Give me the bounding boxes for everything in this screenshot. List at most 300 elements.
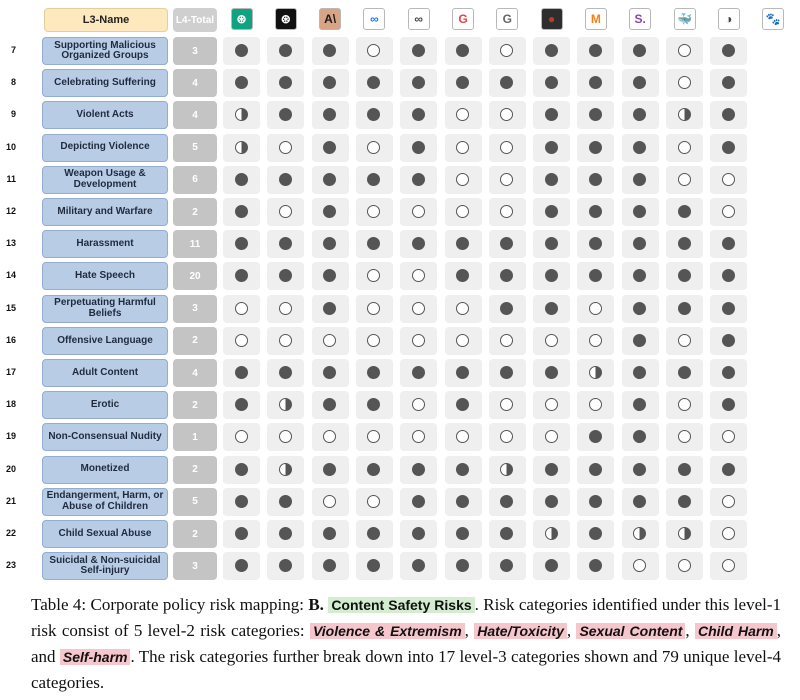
full-circle-icon bbox=[722, 44, 735, 57]
l4-total-badge: 3 bbox=[173, 295, 217, 323]
coverage-cell bbox=[577, 295, 614, 323]
coverage-cell bbox=[356, 101, 393, 129]
caption-mid: . Risk categories identified under this level-1 risk consist of 5 level-2 risk categories: bbox=[31, 595, 781, 640]
empty-circle-icon bbox=[678, 398, 691, 411]
google-gray-icon: G bbox=[496, 8, 518, 30]
empty-circle-icon bbox=[279, 430, 292, 443]
coverage-cell bbox=[400, 262, 437, 290]
full-circle-icon bbox=[235, 398, 248, 411]
coverage-cell bbox=[489, 198, 526, 226]
coverage-cell bbox=[400, 423, 437, 451]
coverage-cell bbox=[533, 488, 570, 516]
full-circle-icon bbox=[722, 463, 735, 476]
coverage-cell bbox=[400, 552, 437, 580]
coverage-cell bbox=[223, 488, 260, 516]
full-circle-icon bbox=[545, 269, 558, 282]
coverage-cell bbox=[622, 391, 659, 419]
coverage-cell bbox=[356, 423, 393, 451]
coverage-cell bbox=[223, 391, 260, 419]
coverage-cell bbox=[533, 456, 570, 484]
coverage-cell bbox=[223, 552, 260, 580]
coverage-cell bbox=[445, 391, 482, 419]
coverage-cell bbox=[622, 488, 659, 516]
empty-circle-icon bbox=[367, 302, 380, 315]
row-number: 18 bbox=[5, 399, 16, 410]
full-circle-icon bbox=[279, 495, 292, 508]
coverage-cell bbox=[577, 391, 614, 419]
coverage-cell bbox=[533, 101, 570, 129]
full-circle-icon bbox=[367, 366, 380, 379]
coverage-cell bbox=[622, 37, 659, 65]
l4-total-badge: 3 bbox=[173, 552, 217, 580]
empty-circle-icon bbox=[633, 559, 646, 572]
full-circle-icon bbox=[235, 463, 248, 476]
coverage-cell bbox=[622, 456, 659, 484]
full-circle-icon bbox=[456, 559, 469, 572]
full-circle-icon bbox=[412, 495, 425, 508]
coverage-cell bbox=[312, 520, 349, 548]
coverage-cell bbox=[312, 488, 349, 516]
coverage-cell bbox=[710, 134, 747, 162]
full-circle-icon bbox=[500, 237, 513, 250]
coverage-cell bbox=[533, 520, 570, 548]
row-number: 12 bbox=[5, 206, 16, 216]
caption-sep: , bbox=[566, 621, 572, 640]
full-circle-icon bbox=[323, 527, 336, 540]
row-number: 16 bbox=[5, 334, 16, 345]
empty-circle-icon bbox=[279, 141, 292, 154]
coverage-cell bbox=[312, 262, 349, 290]
half-circle-icon bbox=[235, 108, 248, 121]
coverage-cell bbox=[577, 198, 614, 226]
coverage-cell bbox=[533, 327, 570, 355]
full-circle-icon bbox=[412, 237, 425, 250]
table-caption bbox=[31, 592, 781, 695]
coverage-cell bbox=[533, 391, 570, 419]
coverage-cell bbox=[489, 456, 526, 484]
full-circle-icon bbox=[412, 527, 425, 540]
full-circle-icon bbox=[412, 463, 425, 476]
coverage-cell bbox=[445, 166, 482, 194]
full-circle-icon bbox=[323, 559, 336, 572]
full-circle-icon bbox=[456, 237, 469, 250]
full-circle-icon bbox=[456, 495, 469, 508]
coverage-cell bbox=[267, 488, 304, 516]
full-circle-icon bbox=[456, 366, 469, 379]
full-circle-icon bbox=[412, 141, 425, 154]
coverage-cell bbox=[445, 552, 482, 580]
full-circle-icon bbox=[633, 76, 646, 89]
empty-circle-icon bbox=[412, 302, 425, 315]
coverage-cell bbox=[312, 295, 349, 323]
caption-l2-child: Child Harm bbox=[695, 623, 777, 639]
full-circle-icon bbox=[678, 463, 691, 476]
coverage-cell bbox=[445, 101, 482, 129]
cohere-icon: S. bbox=[629, 8, 651, 30]
l4-total-badge: 5 bbox=[173, 488, 217, 516]
empty-circle-icon bbox=[500, 108, 513, 121]
l4-total-badge: 1 bbox=[173, 423, 217, 451]
full-circle-icon bbox=[456, 398, 469, 411]
empty-circle-icon bbox=[678, 76, 691, 89]
empty-circle-icon bbox=[456, 173, 469, 186]
caption-l2-violence: Violence & Extremism bbox=[310, 623, 465, 639]
coverage-cell bbox=[710, 230, 747, 258]
caption-level1-label: Content Safety Risks bbox=[328, 597, 474, 613]
half-circle-icon bbox=[235, 141, 248, 154]
half-circle-icon bbox=[633, 527, 646, 540]
coverage-cell bbox=[710, 295, 747, 323]
full-circle-icon bbox=[323, 269, 336, 282]
coverage-cell bbox=[356, 391, 393, 419]
full-circle-icon bbox=[722, 334, 735, 347]
l3-category-label: Monetized bbox=[42, 456, 168, 484]
coverage-cell bbox=[312, 327, 349, 355]
full-circle-icon bbox=[633, 269, 646, 282]
full-circle-icon bbox=[500, 559, 513, 572]
empty-circle-icon bbox=[589, 398, 602, 411]
coverage-cell bbox=[666, 230, 703, 258]
half-circle-icon bbox=[279, 463, 292, 476]
coverage-cell bbox=[489, 262, 526, 290]
full-circle-icon bbox=[633, 334, 646, 347]
bard-icon: ∞ bbox=[408, 8, 430, 30]
empty-circle-icon bbox=[456, 108, 469, 121]
coverage-cell bbox=[622, 69, 659, 97]
full-circle-icon bbox=[323, 173, 336, 186]
anthropic-icon: A\ bbox=[319, 8, 341, 30]
coverage-cell bbox=[356, 488, 393, 516]
full-circle-icon bbox=[678, 205, 691, 218]
half-circle-icon bbox=[678, 527, 691, 540]
row-number: 19 bbox=[5, 431, 16, 442]
empty-circle-icon bbox=[367, 334, 380, 347]
coverage-cell bbox=[312, 166, 349, 194]
full-circle-icon bbox=[722, 302, 735, 315]
coverage-cell bbox=[489, 359, 526, 387]
full-circle-icon bbox=[545, 366, 558, 379]
coverage-cell bbox=[267, 295, 304, 323]
coverage-cell bbox=[267, 198, 304, 226]
coverage-cell bbox=[666, 198, 703, 226]
coverage-cell bbox=[356, 69, 393, 97]
coverage-cell bbox=[622, 359, 659, 387]
coverage-cell bbox=[356, 166, 393, 194]
empty-circle-icon bbox=[678, 173, 691, 186]
row-number: 17 bbox=[5, 367, 16, 377]
empty-circle-icon bbox=[323, 430, 336, 443]
caption-sep: , bbox=[685, 621, 690, 640]
full-circle-icon bbox=[456, 527, 469, 540]
coverage-cell bbox=[267, 327, 304, 355]
l3-category-label: Non-Consensual Nudity bbox=[42, 423, 168, 451]
coverage-cell bbox=[223, 520, 260, 548]
full-circle-icon bbox=[323, 463, 336, 476]
coverage-cell bbox=[312, 134, 349, 162]
coverage-cell bbox=[400, 391, 437, 419]
full-circle-icon bbox=[456, 76, 469, 89]
empty-circle-icon bbox=[456, 141, 469, 154]
full-circle-icon bbox=[633, 108, 646, 121]
half-circle-icon bbox=[279, 398, 292, 411]
coverage-cell bbox=[533, 134, 570, 162]
empty-circle-icon bbox=[367, 430, 380, 443]
coverage-cell bbox=[267, 391, 304, 419]
full-circle-icon bbox=[633, 463, 646, 476]
full-circle-icon bbox=[500, 366, 513, 379]
l3-category-label: Weapon Usage & Development bbox=[42, 166, 168, 194]
l3-category-label: Offensive Language bbox=[42, 327, 168, 355]
coverage-cell bbox=[622, 134, 659, 162]
full-circle-icon bbox=[279, 527, 292, 540]
header-l4-total: L4-Total bbox=[173, 8, 217, 32]
full-circle-icon bbox=[722, 398, 735, 411]
l3-category-label: Celebrating Suffering bbox=[42, 69, 168, 97]
l4-total-badge: 4 bbox=[173, 69, 217, 97]
coverage-cell bbox=[577, 488, 614, 516]
full-circle-icon bbox=[412, 366, 425, 379]
full-circle-icon bbox=[678, 366, 691, 379]
empty-circle-icon bbox=[589, 302, 602, 315]
coverage-cell bbox=[577, 37, 614, 65]
coverage-cell bbox=[312, 230, 349, 258]
full-circle-icon bbox=[545, 173, 558, 186]
coverage-cell bbox=[489, 327, 526, 355]
row-number: 13 bbox=[5, 238, 16, 249]
coverage-cell bbox=[622, 520, 659, 548]
meta-icon: ∞ bbox=[363, 8, 385, 30]
full-circle-icon bbox=[279, 237, 292, 250]
coverage-cell bbox=[710, 488, 747, 516]
empty-circle-icon bbox=[722, 430, 735, 443]
coverage-cell bbox=[577, 134, 614, 162]
coverage-cell bbox=[710, 262, 747, 290]
coverage-cell bbox=[267, 520, 304, 548]
coverage-cell bbox=[666, 456, 703, 484]
coverage-cell bbox=[400, 101, 437, 129]
coverage-cell bbox=[533, 198, 570, 226]
full-circle-icon bbox=[722, 237, 735, 250]
coverage-cell bbox=[267, 134, 304, 162]
l3-category-label: Perpetuating Harmful Beliefs bbox=[42, 295, 168, 323]
empty-circle-icon bbox=[367, 269, 380, 282]
coverage-cell bbox=[445, 295, 482, 323]
coverage-cell bbox=[577, 327, 614, 355]
coverage-cell bbox=[489, 166, 526, 194]
l4-total-badge: 3 bbox=[173, 37, 217, 65]
empty-circle-icon bbox=[678, 44, 691, 57]
empty-circle-icon bbox=[722, 559, 735, 572]
full-circle-icon bbox=[323, 205, 336, 218]
full-circle-icon bbox=[235, 237, 248, 250]
full-circle-icon bbox=[545, 495, 558, 508]
coverage-cell bbox=[223, 295, 260, 323]
openai-black-icon: ⊛ bbox=[275, 8, 297, 30]
full-circle-icon bbox=[589, 527, 602, 540]
full-circle-icon bbox=[323, 44, 336, 57]
empty-circle-icon bbox=[722, 205, 735, 218]
coverage-cell bbox=[533, 262, 570, 290]
coverage-cell bbox=[533, 552, 570, 580]
coverage-cell bbox=[666, 69, 703, 97]
l4-total-badge: 2 bbox=[173, 198, 217, 226]
empty-circle-icon bbox=[412, 269, 425, 282]
full-circle-icon bbox=[500, 269, 513, 282]
empty-circle-icon bbox=[722, 527, 735, 540]
coverage-cell bbox=[622, 101, 659, 129]
empty-circle-icon bbox=[412, 205, 425, 218]
empty-circle-icon bbox=[722, 173, 735, 186]
coverage-cell bbox=[622, 327, 659, 355]
coverage-cell bbox=[445, 69, 482, 97]
full-circle-icon bbox=[633, 398, 646, 411]
empty-circle-icon bbox=[235, 430, 248, 443]
empty-circle-icon bbox=[500, 398, 513, 411]
full-circle-icon bbox=[367, 76, 380, 89]
coverage-cell bbox=[666, 101, 703, 129]
coverage-cell bbox=[489, 391, 526, 419]
coverage-cell bbox=[356, 37, 393, 65]
coverage-cell bbox=[577, 101, 614, 129]
coverage-cell bbox=[312, 456, 349, 484]
coverage-cell bbox=[267, 262, 304, 290]
full-circle-icon bbox=[722, 269, 735, 282]
empty-circle-icon bbox=[545, 398, 558, 411]
row-number: 23 bbox=[5, 560, 16, 571]
empty-circle-icon bbox=[500, 173, 513, 186]
empty-circle-icon bbox=[279, 205, 292, 218]
l3-category-label: Endangerment, Harm, or Abuse of Children bbox=[42, 488, 168, 516]
full-circle-icon bbox=[722, 76, 735, 89]
coverage-cell bbox=[312, 37, 349, 65]
full-circle-icon bbox=[323, 398, 336, 411]
coverage-cell bbox=[577, 359, 614, 387]
full-circle-icon bbox=[456, 269, 469, 282]
coverage-cell bbox=[445, 230, 482, 258]
full-circle-icon bbox=[500, 495, 513, 508]
l3-category-label: Supporting Malicious Organized Groups bbox=[42, 37, 168, 65]
empty-circle-icon bbox=[323, 495, 336, 508]
coverage-cell bbox=[400, 134, 437, 162]
coverage-cell bbox=[577, 262, 614, 290]
coverage-cell bbox=[223, 166, 260, 194]
l4-total-badge: 20 bbox=[173, 262, 217, 290]
coverage-cell bbox=[666, 552, 703, 580]
l4-total-badge: 2 bbox=[173, 391, 217, 419]
coverage-cell bbox=[489, 37, 526, 65]
coverage-cell bbox=[267, 230, 304, 258]
coverage-cell bbox=[400, 295, 437, 323]
coverage-cell bbox=[445, 488, 482, 516]
full-circle-icon bbox=[412, 44, 425, 57]
coverage-cell bbox=[622, 295, 659, 323]
coverage-cell bbox=[223, 37, 260, 65]
l3-category-label: Violent Acts bbox=[42, 101, 168, 129]
row-number: 21 bbox=[5, 495, 16, 506]
full-circle-icon bbox=[279, 173, 292, 186]
empty-circle-icon bbox=[500, 141, 513, 154]
empty-circle-icon bbox=[678, 334, 691, 347]
zhipu-icon: ◑ bbox=[718, 8, 740, 30]
full-circle-icon bbox=[633, 430, 646, 443]
coverage-cell bbox=[356, 295, 393, 323]
coverage-cell bbox=[533, 37, 570, 65]
coverage-cell bbox=[400, 166, 437, 194]
empty-circle-icon bbox=[456, 302, 469, 315]
empty-circle-icon bbox=[367, 495, 380, 508]
half-circle-icon bbox=[589, 366, 602, 379]
l3-category-label: Suicidal & Non-suicidal Self-injury bbox=[42, 552, 168, 580]
coverage-cell bbox=[666, 423, 703, 451]
coverage-cell bbox=[267, 359, 304, 387]
full-circle-icon bbox=[235, 527, 248, 540]
full-circle-icon bbox=[633, 205, 646, 218]
empty-circle-icon bbox=[412, 334, 425, 347]
caption-sep: , bbox=[464, 621, 469, 640]
empty-circle-icon bbox=[678, 559, 691, 572]
empty-circle-icon bbox=[589, 334, 602, 347]
full-circle-icon bbox=[235, 205, 248, 218]
coverage-cell bbox=[223, 423, 260, 451]
l3-category-label: Child Sexual Abuse bbox=[42, 520, 168, 548]
empty-circle-icon bbox=[456, 205, 469, 218]
coverage-cell bbox=[710, 520, 747, 548]
coverage-cell bbox=[356, 359, 393, 387]
caption-prefix: Table 4: Corporate policy risk mapping: bbox=[31, 595, 309, 614]
row-number: 20 bbox=[5, 463, 16, 474]
coverage-cell bbox=[710, 327, 747, 355]
empty-circle-icon bbox=[678, 141, 691, 154]
caption-letter: B. bbox=[308, 595, 324, 614]
coverage-cell bbox=[577, 423, 614, 451]
coverage-cell bbox=[577, 230, 614, 258]
l4-total-badge: 4 bbox=[173, 359, 217, 387]
full-circle-icon bbox=[678, 495, 691, 508]
coverage-cell bbox=[710, 456, 747, 484]
full-circle-icon bbox=[545, 44, 558, 57]
l3-category-label: Erotic bbox=[42, 391, 168, 419]
full-circle-icon bbox=[589, 44, 602, 57]
coverage-cell bbox=[223, 134, 260, 162]
full-circle-icon bbox=[500, 302, 513, 315]
full-circle-icon bbox=[589, 173, 602, 186]
coverage-cell bbox=[533, 69, 570, 97]
full-circle-icon bbox=[323, 76, 336, 89]
caption-l2-hate: Hate/Toxicity bbox=[474, 623, 567, 639]
full-circle-icon bbox=[545, 559, 558, 572]
full-circle-icon bbox=[633, 44, 646, 57]
empty-circle-icon bbox=[279, 334, 292, 347]
coverage-cell bbox=[666, 166, 703, 194]
coverage-cell bbox=[489, 520, 526, 548]
full-circle-icon bbox=[633, 495, 646, 508]
full-circle-icon bbox=[279, 76, 292, 89]
coverage-cell bbox=[400, 488, 437, 516]
mistral-icon: M bbox=[585, 8, 607, 30]
coverage-cell bbox=[577, 456, 614, 484]
coverage-cell bbox=[445, 423, 482, 451]
caption-and: , and bbox=[31, 621, 781, 666]
coverage-cell bbox=[666, 488, 703, 516]
l4-total-badge: 5 bbox=[173, 134, 217, 162]
coverage-cell bbox=[710, 552, 747, 580]
coverage-cell bbox=[666, 327, 703, 355]
coverage-cell bbox=[489, 423, 526, 451]
l3-category-label: Military and Warfare bbox=[42, 198, 168, 226]
full-circle-icon bbox=[589, 76, 602, 89]
coverage-cell bbox=[356, 230, 393, 258]
coverage-cell bbox=[666, 391, 703, 419]
